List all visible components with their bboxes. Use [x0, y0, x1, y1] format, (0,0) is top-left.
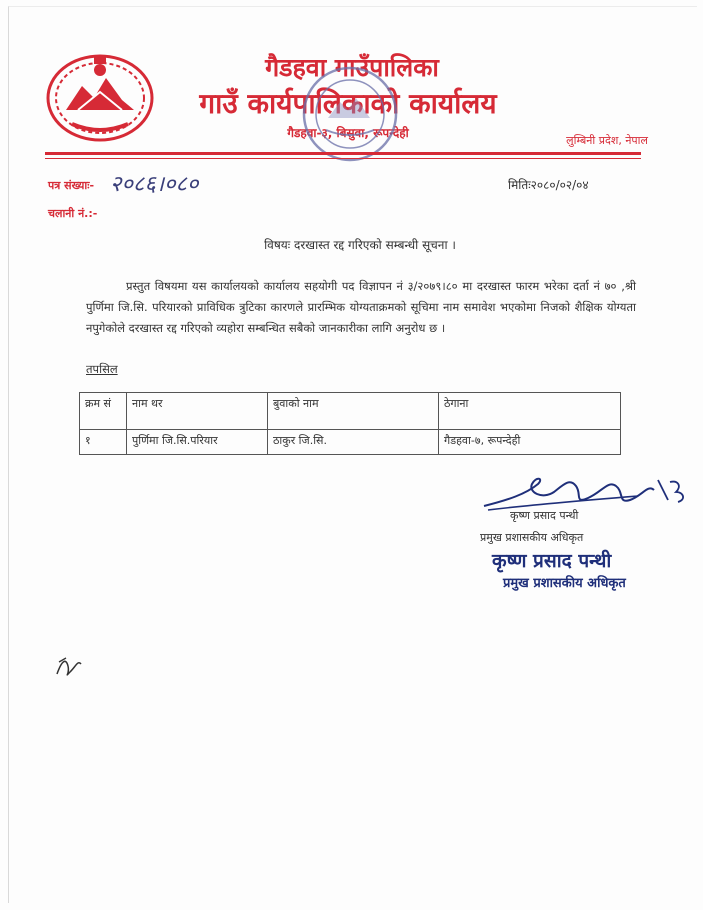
body-paragraph: प्रस्तुत विषयमा यस कार्यालयको कार्यालय सहयोगी पद विज्ञापन नं ३/२०७९।८० मा दरखास्त फारम भरेका दर्ता नं ७० ,श्री पुर्णिमा जि.सि. परियारको प्राविधिक त्रुटिका कारणले प्रारम्भिक योग्यताक्रमको सूचिमा नाम समावेश भएकोमा निजको शैक्षिक योग्यता नपुगेकोले दरखास्त रद्द गरिएको व्यहोरा सम्बन्धित सबैको जानकारीका लागि अनुरोध छ ।: [86, 279, 636, 335]
table-header-row: [80, 393, 621, 430]
date-text: मितिः२०८०/०२/०४: [508, 178, 589, 192]
org-name: गैडहवा गाउँपालिका: [265, 53, 439, 82]
office-stamp-icon: [298, 62, 402, 166]
header-name: नाम थर: [127, 393, 268, 430]
patra-sankhya-value: २०८६।०८०: [110, 172, 199, 197]
office-name: गाउँ कार्यपालिकाको कार्यालय: [199, 87, 497, 120]
nepal-emblem-icon: [42, 48, 158, 144]
header-address: ठेगाना: [439, 393, 621, 430]
subject-line: विषयः दरखास्त रद्द गरिएको सम्बन्धी सूचना ।: [264, 238, 456, 252]
patra-sankhya-label: पत्र संख्याः-: [48, 179, 95, 192]
signatory-name: कृष्ण प्रसाद पन्थी: [510, 509, 579, 522]
header-rule-thin: [45, 158, 641, 159]
office-address: गैडहवा-३, बिसुवा, रूपन्देही: [287, 126, 409, 140]
applicant-table: [79, 392, 621, 455]
table-row: [80, 430, 621, 455]
header-serial: क्रम सं: [80, 393, 127, 430]
cell-name: पुर्णिमा जि.सि.परियार: [127, 430, 268, 455]
seal-signatory-title: प्रमुख प्रशासकीय अधिकृत: [503, 576, 626, 591]
seal-signatory-name: कृष्ण प्रसाद पन्थी: [492, 550, 612, 572]
header-rule: [45, 152, 641, 155]
province-text: लुम्बिनी प्रदेश, नेपाल: [566, 134, 648, 147]
cell-father-name: ठाकुर जि.सि.: [268, 430, 439, 455]
tapasil-heading: तपसिल: [86, 362, 118, 376]
cell-address: गैडहवा-७, रूपन्देही: [439, 430, 621, 455]
chalani-label: चलानी नं.:-: [48, 207, 98, 220]
cell-serial: १: [80, 430, 127, 455]
header-father-name: बुवाको नाम: [268, 393, 439, 430]
signatory-title: प्रमुख प्रशासकीय अधिकृत: [480, 531, 584, 544]
margin-handwriting-icon: [54, 654, 84, 680]
